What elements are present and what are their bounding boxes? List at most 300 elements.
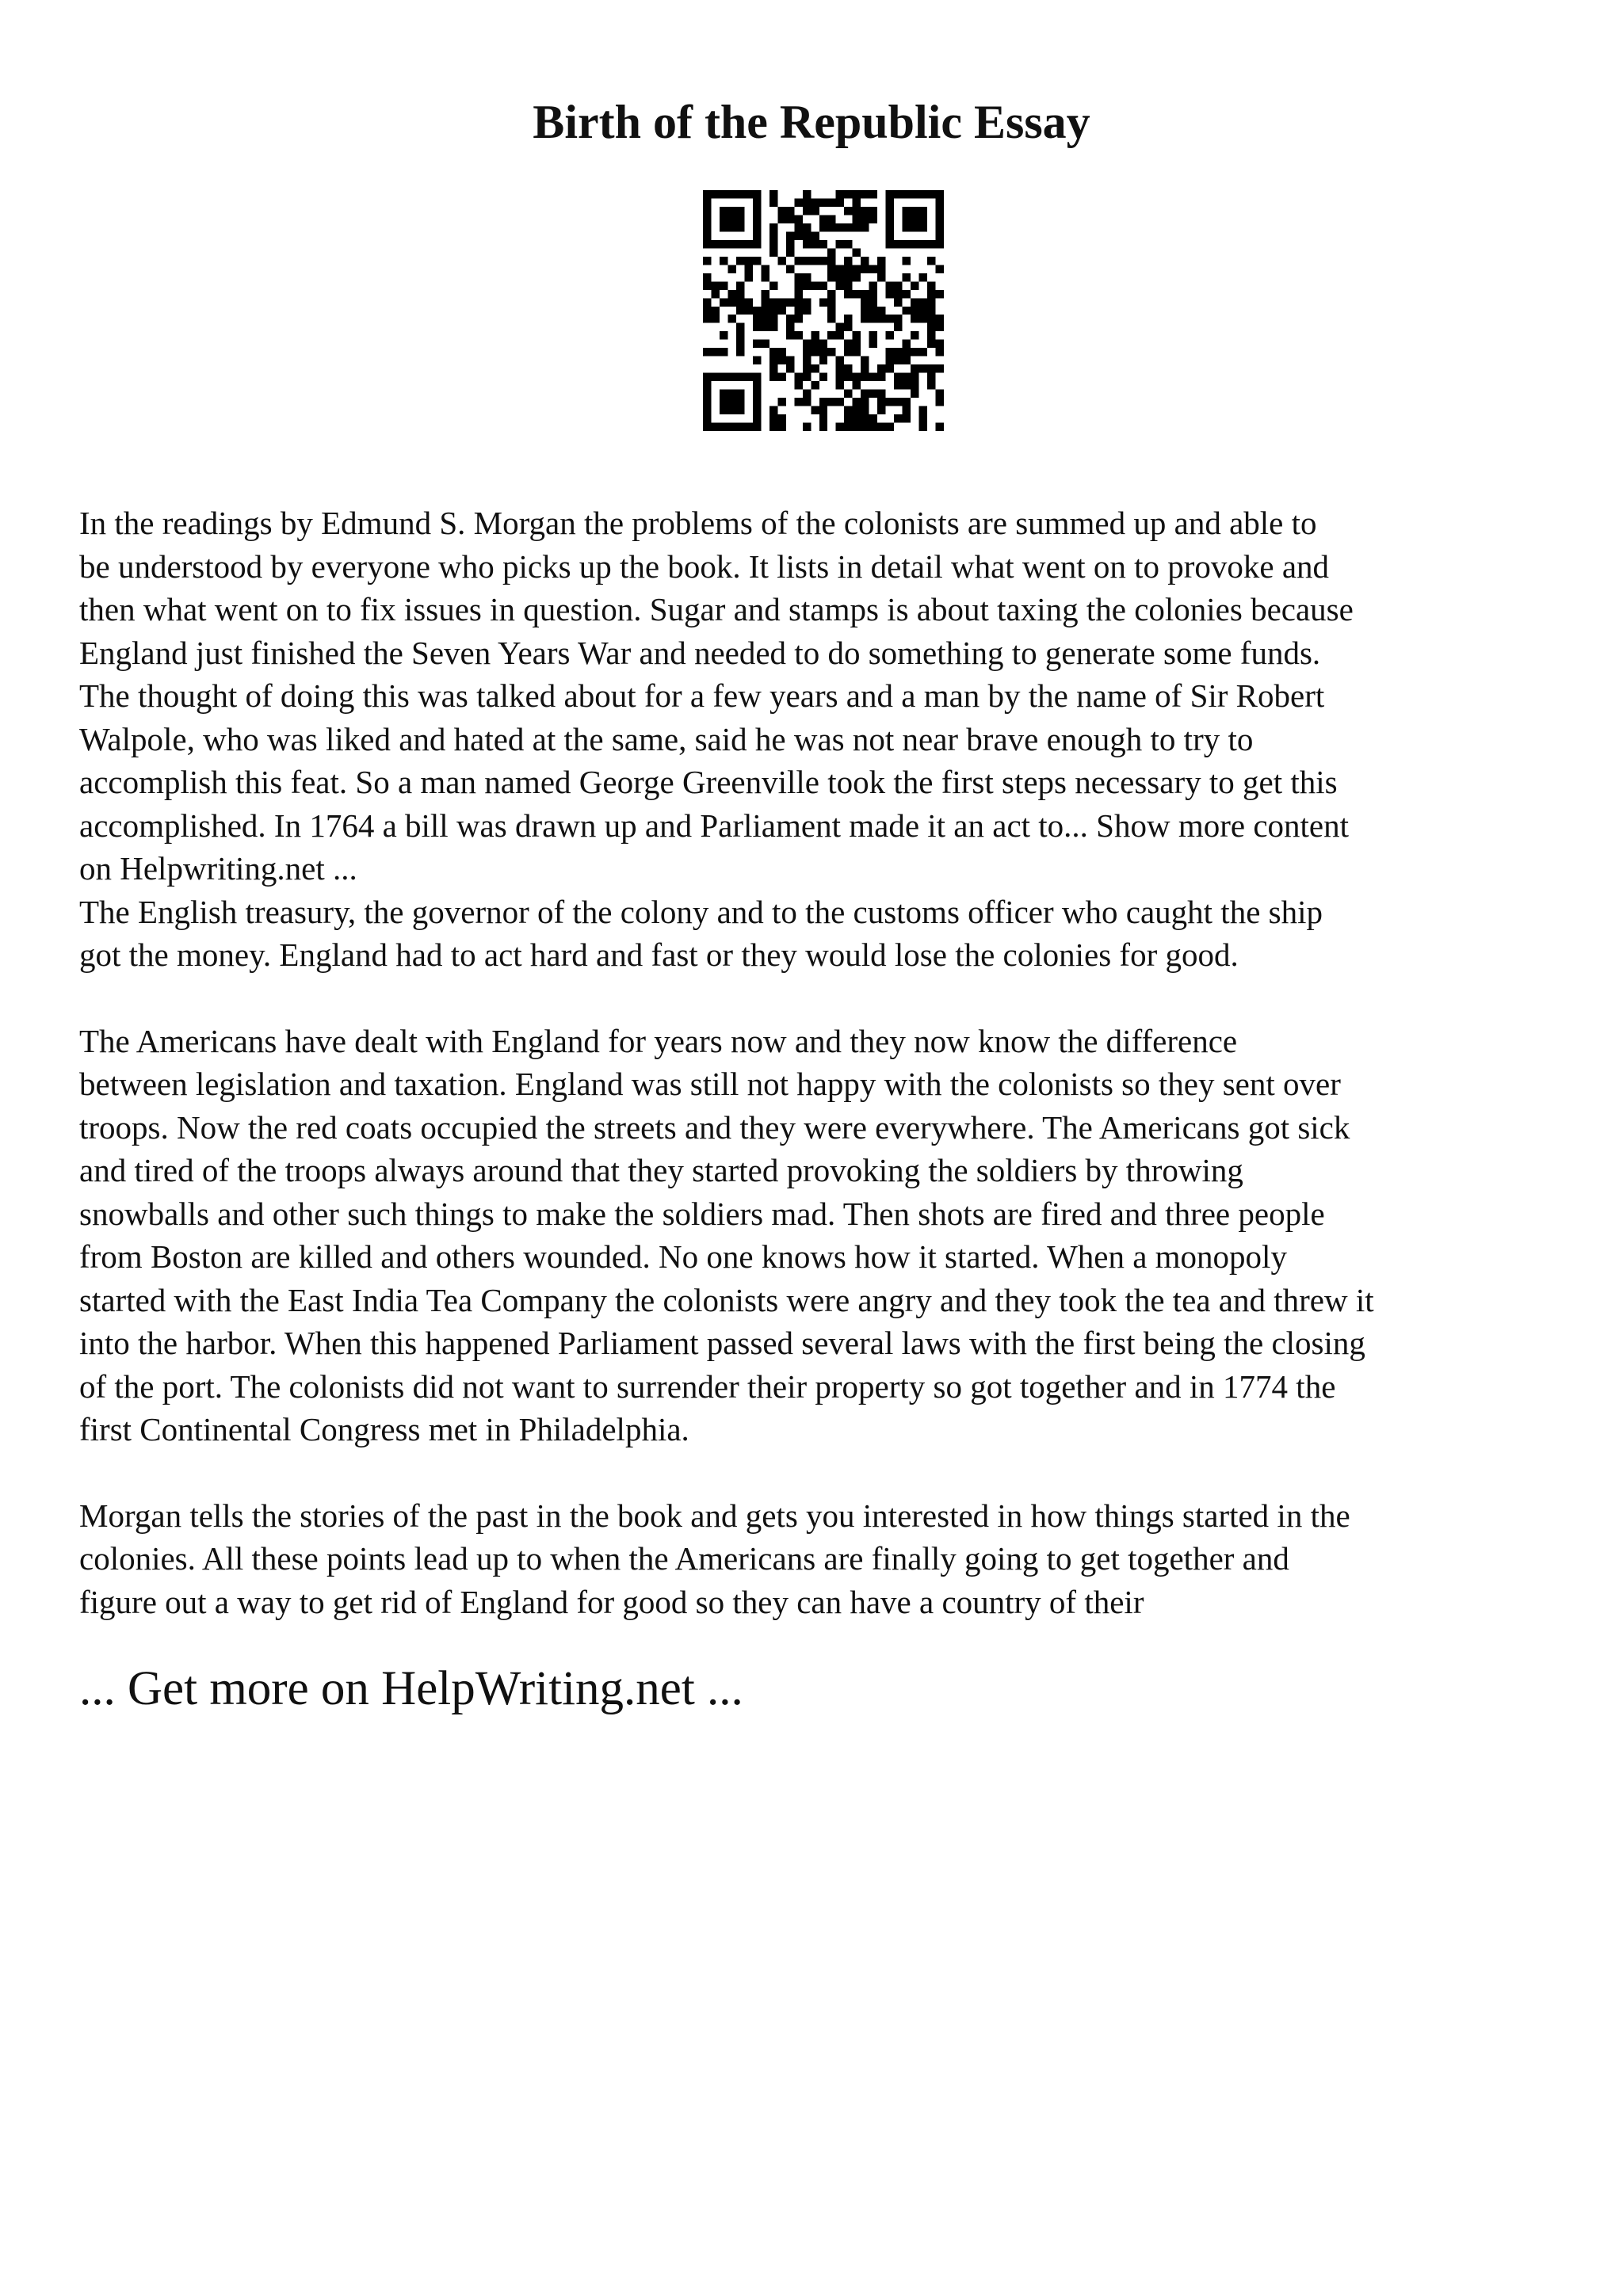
qr-module <box>903 223 911 231</box>
qr-module <box>844 406 852 414</box>
qr-module <box>861 414 869 422</box>
qr-module <box>703 406 711 414</box>
qr-module <box>853 265 861 273</box>
qr-module <box>844 364 852 372</box>
qr-module <box>736 190 744 198</box>
qr-module <box>894 298 902 306</box>
qr-module <box>803 398 811 406</box>
qr-module <box>803 223 811 231</box>
qr-module <box>794 257 802 265</box>
qr-module <box>736 340 744 348</box>
qr-module <box>903 207 911 215</box>
qr-module <box>886 223 894 231</box>
qr-module <box>869 265 877 273</box>
qr-module <box>911 190 918 198</box>
qr-module <box>703 281 711 289</box>
qr-module <box>827 348 835 356</box>
qr-module <box>803 281 811 289</box>
qr-module <box>736 331 744 339</box>
qr-module <box>753 414 761 422</box>
qr-module <box>903 273 911 281</box>
qr-module <box>720 348 727 356</box>
qr-module <box>727 398 735 406</box>
qr-module <box>927 298 935 306</box>
paragraph-gap <box>79 1451 1585 1494</box>
qr-module <box>827 273 835 281</box>
qr-module <box>769 423 777 431</box>
qr-module <box>927 315 935 322</box>
qr-module <box>827 265 835 273</box>
qr-module <box>919 273 927 281</box>
qr-module <box>836 398 844 406</box>
qr-module <box>803 198 811 206</box>
qr-module <box>811 257 819 265</box>
qr-module <box>861 257 869 265</box>
qr-module <box>836 281 844 289</box>
qr-module <box>861 190 869 198</box>
qr-module <box>727 290 735 298</box>
qr-module <box>877 307 885 315</box>
qr-module <box>703 348 711 356</box>
qr-module <box>786 323 794 331</box>
qr-module <box>786 331 794 339</box>
qr-module <box>911 240 918 248</box>
qr-module <box>819 398 827 406</box>
qr-module <box>853 290 861 298</box>
qr-module <box>853 215 861 223</box>
qr-module <box>894 281 902 289</box>
qr-module <box>811 231 819 239</box>
qr-module <box>886 207 894 215</box>
qr-module <box>744 240 752 248</box>
qr-module <box>886 198 894 206</box>
qr-module <box>819 298 827 306</box>
qr-module <box>794 223 802 231</box>
qr-module <box>919 215 927 223</box>
qr-code-icon <box>703 190 944 431</box>
qr-module <box>869 414 877 422</box>
qr-module <box>769 357 777 364</box>
qr-module <box>736 398 744 406</box>
qr-module <box>911 307 918 315</box>
qr-module <box>853 190 861 198</box>
qr-module <box>769 373 777 381</box>
qr-module <box>703 240 711 248</box>
qr-module <box>853 273 861 281</box>
qr-module <box>786 231 794 239</box>
qr-module <box>703 381 711 389</box>
qr-module <box>903 348 911 356</box>
qr-module <box>753 198 761 206</box>
qr-module <box>911 348 918 356</box>
qr-module <box>927 331 935 339</box>
qr-module <box>827 315 835 322</box>
qr-module <box>936 290 944 298</box>
qr-module <box>794 290 802 298</box>
qr-module <box>886 231 894 239</box>
qr-module <box>886 240 894 248</box>
qr-module <box>794 198 802 206</box>
qr-module <box>861 207 869 215</box>
qr-module <box>911 364 918 372</box>
qr-module <box>803 231 811 239</box>
qr-module <box>853 223 861 231</box>
qr-module <box>911 298 918 306</box>
qr-module <box>811 406 819 414</box>
qr-module <box>727 390 735 398</box>
qr-module <box>844 323 852 331</box>
qr-module <box>803 423 811 431</box>
qr-module <box>736 207 744 215</box>
qr-module <box>811 340 819 348</box>
qr-module <box>777 257 785 265</box>
qr-module <box>894 414 902 422</box>
qr-module <box>869 373 877 381</box>
qr-module <box>894 398 902 406</box>
qr-module <box>844 281 852 289</box>
qr-module <box>819 198 827 206</box>
qr-module <box>703 223 711 231</box>
qr-module <box>703 190 711 198</box>
paragraph-4: Morgan tells the stories of the past in the book and gets you interested in how things started in the colonies. All these points lead up to when the Americans are finally going to get together and figure out a way to get rid of England for good so they can have a country of their <box>79 1497 1350 1620</box>
qr-module <box>903 215 911 223</box>
qr-module <box>836 364 844 372</box>
qr-module <box>844 207 852 215</box>
qr-module <box>727 373 735 381</box>
qr-module <box>869 315 877 322</box>
qr-module <box>736 423 744 431</box>
qr-module <box>803 298 811 306</box>
qr-module <box>903 357 911 364</box>
qr-module <box>727 240 735 248</box>
qr-module <box>720 257 727 265</box>
qr-module <box>827 307 835 315</box>
qr-module <box>877 423 885 431</box>
qr-module <box>936 315 944 322</box>
qr-module <box>836 423 844 431</box>
qr-module <box>769 406 777 414</box>
qr-module <box>703 373 711 381</box>
qr-module <box>736 215 744 223</box>
qr-module <box>927 381 935 389</box>
qr-module <box>794 381 802 389</box>
qr-module <box>886 190 894 198</box>
qr-module <box>711 315 719 322</box>
qr-module <box>919 307 927 315</box>
qr-module <box>744 298 752 306</box>
qr-module <box>886 364 894 372</box>
qr-module <box>861 364 869 372</box>
qr-module <box>769 248 777 256</box>
qr-module <box>736 257 744 265</box>
qr-module <box>836 357 844 364</box>
qr-module <box>861 406 869 414</box>
qr-module <box>911 215 918 223</box>
qr-module <box>869 281 877 289</box>
qr-module <box>761 273 769 281</box>
qr-module <box>786 357 794 364</box>
qr-module <box>869 215 877 223</box>
qr-module <box>703 298 711 306</box>
qr-module <box>819 373 827 381</box>
qr-module <box>877 398 885 406</box>
qr-module <box>836 198 844 206</box>
qr-module <box>877 265 885 273</box>
qr-module <box>811 207 819 215</box>
qr-module <box>853 406 861 414</box>
qr-module <box>861 315 869 322</box>
qr-module <box>769 298 777 306</box>
qr-module <box>736 281 744 289</box>
qr-module <box>869 290 877 298</box>
qr-module <box>720 373 727 381</box>
qr-module <box>903 257 911 265</box>
qr-module <box>919 414 927 422</box>
qr-module <box>736 307 744 315</box>
qr-module <box>894 190 902 198</box>
qr-module <box>803 273 811 281</box>
qr-module <box>819 414 827 422</box>
qr-module <box>911 315 918 322</box>
qr-module <box>736 240 744 248</box>
qr-module <box>836 265 844 273</box>
qr-module <box>827 290 835 298</box>
qr-module <box>753 390 761 398</box>
qr-module <box>794 331 802 339</box>
qr-module <box>919 364 927 372</box>
qr-module <box>853 414 861 422</box>
qr-module <box>853 207 861 215</box>
qr-module <box>744 190 752 198</box>
qr-module <box>819 257 827 265</box>
qr-module <box>861 290 869 298</box>
qr-module <box>803 190 811 198</box>
qr-module <box>819 281 827 289</box>
qr-module <box>894 240 902 248</box>
qr-module <box>844 315 852 322</box>
qr-module <box>886 281 894 289</box>
qr-module <box>794 298 802 306</box>
qr-module <box>911 223 918 231</box>
qr-module <box>827 257 835 265</box>
qr-module <box>761 298 769 306</box>
qr-module <box>811 281 819 289</box>
qr-module <box>853 248 861 256</box>
qr-module <box>827 223 835 231</box>
qr-module <box>936 223 944 231</box>
qr-module <box>736 390 744 398</box>
qr-module <box>736 290 744 298</box>
qr-module <box>744 257 752 265</box>
qr-module <box>786 240 794 248</box>
qr-module <box>786 298 794 306</box>
essay-body <box>79 502 1585 1623</box>
qr-module <box>803 390 811 398</box>
qr-module <box>794 398 802 406</box>
qr-module <box>936 364 944 372</box>
qr-module <box>869 190 877 198</box>
qr-module <box>711 281 719 289</box>
qr-module <box>936 423 944 431</box>
qr-module <box>936 190 944 198</box>
qr-module <box>794 273 802 281</box>
qr-module <box>853 423 861 431</box>
qr-module <box>803 340 811 348</box>
qr-module <box>703 398 711 406</box>
qr-module <box>903 381 911 389</box>
qr-module <box>853 331 861 339</box>
qr-module <box>794 215 802 223</box>
qr-module <box>869 340 877 348</box>
qr-module <box>753 357 761 364</box>
qr-module <box>736 406 744 414</box>
qr-module <box>811 331 819 339</box>
qr-module <box>853 381 861 389</box>
qr-module <box>894 323 902 331</box>
qr-module <box>711 307 719 315</box>
qr-module <box>877 257 885 265</box>
qr-module <box>903 240 911 248</box>
qr-module <box>786 248 794 256</box>
qr-module <box>936 398 944 406</box>
qr-module <box>827 198 835 206</box>
qr-module <box>844 373 852 381</box>
qr-module <box>727 215 735 223</box>
qr-code-graphic <box>703 190 944 431</box>
qr-module <box>727 190 735 198</box>
qr-module <box>836 223 844 231</box>
qr-module <box>720 406 727 414</box>
qr-module <box>744 423 752 431</box>
qr-module <box>727 207 735 215</box>
qr-module <box>703 423 711 431</box>
qr-module <box>844 190 852 198</box>
qr-module <box>886 357 894 364</box>
qr-module <box>727 298 735 306</box>
qr-module <box>919 240 927 248</box>
qr-module <box>919 207 927 215</box>
qr-module <box>894 290 902 298</box>
qr-module <box>911 390 918 398</box>
qr-module <box>844 348 852 356</box>
qr-module <box>786 315 794 322</box>
get-more-link[interactable]: ... Get more on HelpWriting.net ... <box>79 1662 743 1715</box>
qr-module <box>886 398 894 406</box>
qr-module <box>761 307 769 315</box>
qr-module <box>936 265 944 273</box>
qr-module <box>777 414 785 422</box>
paragraph-gap <box>79 977 1585 1020</box>
qr-module <box>877 315 885 322</box>
qr-module <box>877 390 885 398</box>
qr-module <box>877 373 885 381</box>
qr-module <box>894 348 902 356</box>
qr-module <box>803 240 811 248</box>
qr-module <box>844 273 852 281</box>
qr-module <box>861 307 869 315</box>
qr-module <box>819 348 827 356</box>
qr-module <box>811 364 819 372</box>
qr-module <box>927 290 935 298</box>
qr-module <box>919 223 927 231</box>
qr-module <box>936 231 944 239</box>
qr-module <box>894 373 902 381</box>
qr-module <box>744 265 752 273</box>
qr-module <box>703 307 711 315</box>
qr-module <box>744 307 752 315</box>
qr-module <box>927 340 935 348</box>
qr-module <box>803 348 811 356</box>
qr-module <box>753 323 761 331</box>
qr-module <box>794 307 802 315</box>
qr-module <box>861 223 869 231</box>
qr-module <box>761 315 769 322</box>
qr-module <box>911 281 918 289</box>
qr-module <box>869 207 877 215</box>
qr-module <box>794 231 802 239</box>
qr-module <box>736 323 744 331</box>
qr-module <box>869 307 877 315</box>
qr-module <box>803 307 811 315</box>
qr-module <box>844 414 852 422</box>
qr-module <box>727 223 735 231</box>
qr-module <box>703 315 711 322</box>
qr-module <box>769 315 777 322</box>
qr-module <box>861 398 869 406</box>
qr-module <box>919 423 927 431</box>
qr-module <box>769 231 777 239</box>
paragraph-2: The English treasury, the governor of the colony and to the customs officer who caught the ship got the money. England had to act hard and fast or they would lose the colonies for good. <box>79 893 1323 973</box>
qr-module <box>811 381 819 389</box>
qr-module <box>727 265 735 273</box>
qr-module <box>753 381 761 389</box>
qr-module <box>927 257 935 265</box>
qr-module <box>720 281 727 289</box>
qr-module <box>844 240 852 248</box>
qr-module <box>936 240 944 248</box>
qr-module <box>853 398 861 406</box>
qr-module <box>927 190 935 198</box>
qr-module <box>919 298 927 306</box>
qr-module <box>720 423 727 431</box>
qr-module <box>753 423 761 431</box>
qr-module <box>836 373 844 381</box>
qr-module <box>844 423 852 431</box>
qr-module <box>869 331 877 339</box>
qr-module <box>903 414 911 422</box>
qr-module <box>753 240 761 248</box>
qr-module <box>827 398 835 406</box>
qr-module <box>853 198 861 206</box>
qr-module <box>711 373 719 381</box>
qr-module <box>794 315 802 322</box>
qr-module <box>844 257 852 265</box>
qr-module <box>936 198 944 206</box>
qr-module <box>919 315 927 322</box>
qr-module <box>753 398 761 406</box>
qr-module <box>811 240 819 248</box>
qr-module <box>827 331 835 339</box>
qr-module <box>753 373 761 381</box>
qr-module <box>877 273 885 281</box>
qr-module <box>927 323 935 331</box>
qr-module <box>769 348 777 356</box>
qr-module <box>836 381 844 389</box>
qr-module <box>911 373 918 381</box>
qr-module <box>861 373 869 381</box>
qr-module <box>836 323 844 331</box>
qr-module <box>861 390 869 398</box>
